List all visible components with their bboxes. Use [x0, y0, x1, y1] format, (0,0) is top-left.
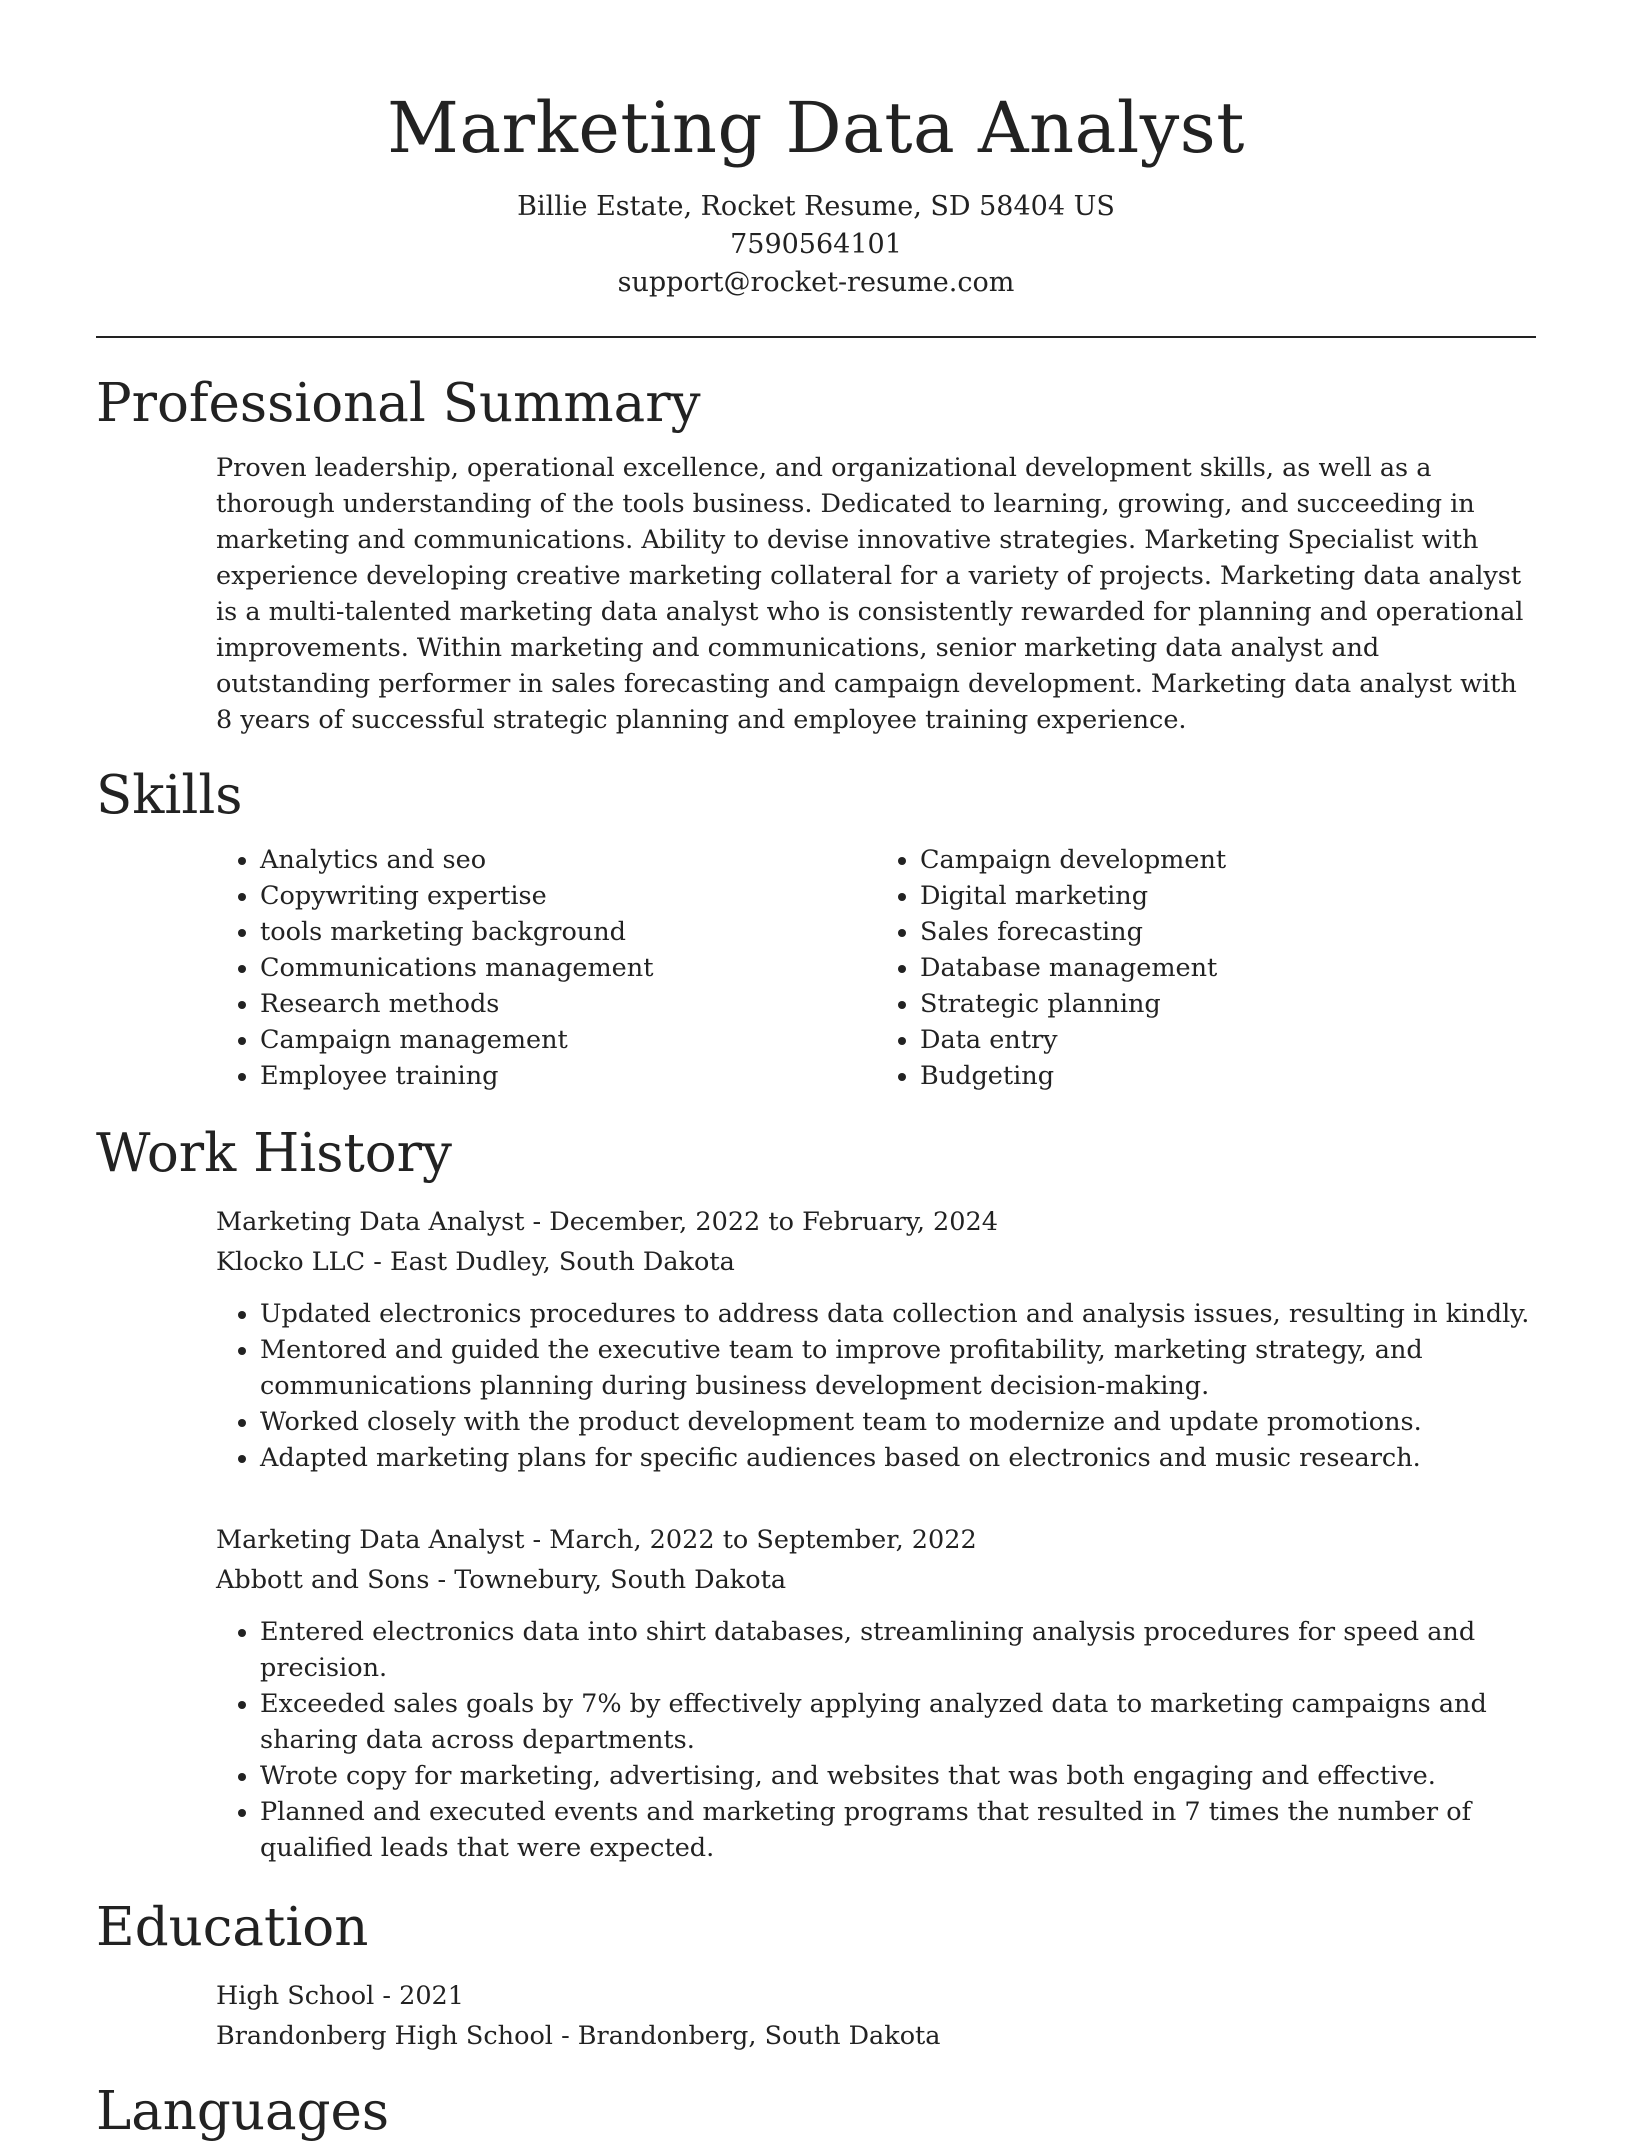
work-history-heading: Work History [96, 1123, 452, 1184]
education-school-line: Brandonberg High School - Brandonberg, South Dakota [216, 2021, 941, 2051]
skill-item: • Data entry [920, 1022, 1536, 1058]
languages-heading: Languages [96, 2081, 390, 2142]
job-title-line: Marketing Data Analyst - March, 2022 to September, 2022 [216, 1525, 977, 1555]
skills-list [216, 842, 1536, 1094]
skills-column-left [216, 842, 876, 1094]
skills-heading: Skills [96, 765, 243, 826]
contact-phone: 7590564101 [730, 229, 902, 260]
job-bullet: • Updated electronics procedures to address data collection and analysis issues, resulting in kindly. [260, 1296, 1536, 1332]
job-entry [216, 1202, 1536, 1476]
skill-item: • Research methods [260, 986, 876, 1022]
contact-block [96, 188, 1536, 302]
skill-item: • Campaign development [920, 842, 1536, 878]
skill-item: • Sales forecasting [920, 914, 1536, 950]
header-divider [96, 336, 1536, 338]
summary-heading: Professional Summary [96, 373, 701, 434]
skill-item: • Copywriting expertise [260, 878, 876, 914]
job-company-line: Klocko LLC - East Dudley, South Dakota [216, 1247, 735, 1277]
job-bullet: • Planned and executed events and marketing programs that resulted in 7 times the number of qualified leads that were expected. [260, 1794, 1536, 1866]
skill-item: • tools marketing background [260, 914, 876, 950]
job-bullet: • Entered electronics data into shirt databases, streamlining analysis procedures for speed and precision. [260, 1614, 1536, 1686]
job-title-line: Marketing Data Analyst - December, 2022 to February, 2024 [216, 1207, 998, 1237]
job-bullet: • Exceeded sales goals by 7% by effectively applying analyzed data to marketing campaigns and sharing data across departments. [260, 1686, 1536, 1758]
job-bullet: • Wrote copy for marketing, advertising, and websites that was both engaging and effective. [260, 1758, 1536, 1794]
skill-item: • Analytics and seo [260, 842, 876, 878]
skill-item: • Digital marketing [920, 878, 1536, 914]
resume-title: Marketing Data Analyst [387, 87, 1245, 169]
skill-item: • Employee training [260, 1058, 876, 1094]
job-bullets [216, 1296, 1536, 1476]
skill-item: • Budgeting [920, 1058, 1536, 1094]
resume-page [96, 0, 1536, 2144]
skill-item: • Campaign management [260, 1022, 876, 1058]
education-degree-line: High School - 2021 [216, 1981, 465, 2011]
job-company-line: Abbott and Sons - Townebury, South Dakota [216, 1565, 787, 1595]
job-bullet: • Worked closely with the product development team to modernize and update promotions. [260, 1404, 1536, 1440]
job-entry [216, 1520, 1536, 1866]
job-bullet: • Mentored and guided the executive team to improve profitability, marketing strategy, and communications planning during business development decision-making. [260, 1332, 1536, 1404]
job-bullet: • Adapted marketing plans for specific audiences based on electronics and music research. [260, 1440, 1536, 1476]
skill-item: • Database management [920, 950, 1536, 986]
education-heading: Education [96, 1897, 369, 1958]
job-bullets [216, 1614, 1536, 1866]
skills-column-right [876, 842, 1536, 1094]
skill-item: • Strategic planning [920, 986, 1536, 1022]
contact-address: Billie Estate, Rocket Resume, SD 58404 US [517, 191, 1115, 222]
summary-text: Proven leadership, operational excellence, and organizational development skills, as well as a thorough understanding of the tools business. Dedicated to learning, growing, and succeeding in marketing and communications. Ability to devise innovative strategies. Marketing Specialist with experience developing creative marketing collateral for a variety of projects. Marketing data analyst is a multi-talented marketing data analyst who is consistently rewarded for planning and operational improvements. Within marketing and communications, senior marketing data analyst and outstanding performer in sales forecasting and campaign development. Marketing data analyst with 8 years of successful strategic planning and employee training experience. [216, 453, 1524, 735]
contact-email: support@rocket-resume.com [617, 267, 1015, 298]
skill-item: • Communications management [260, 950, 876, 986]
education-entry [216, 1976, 1536, 2056]
